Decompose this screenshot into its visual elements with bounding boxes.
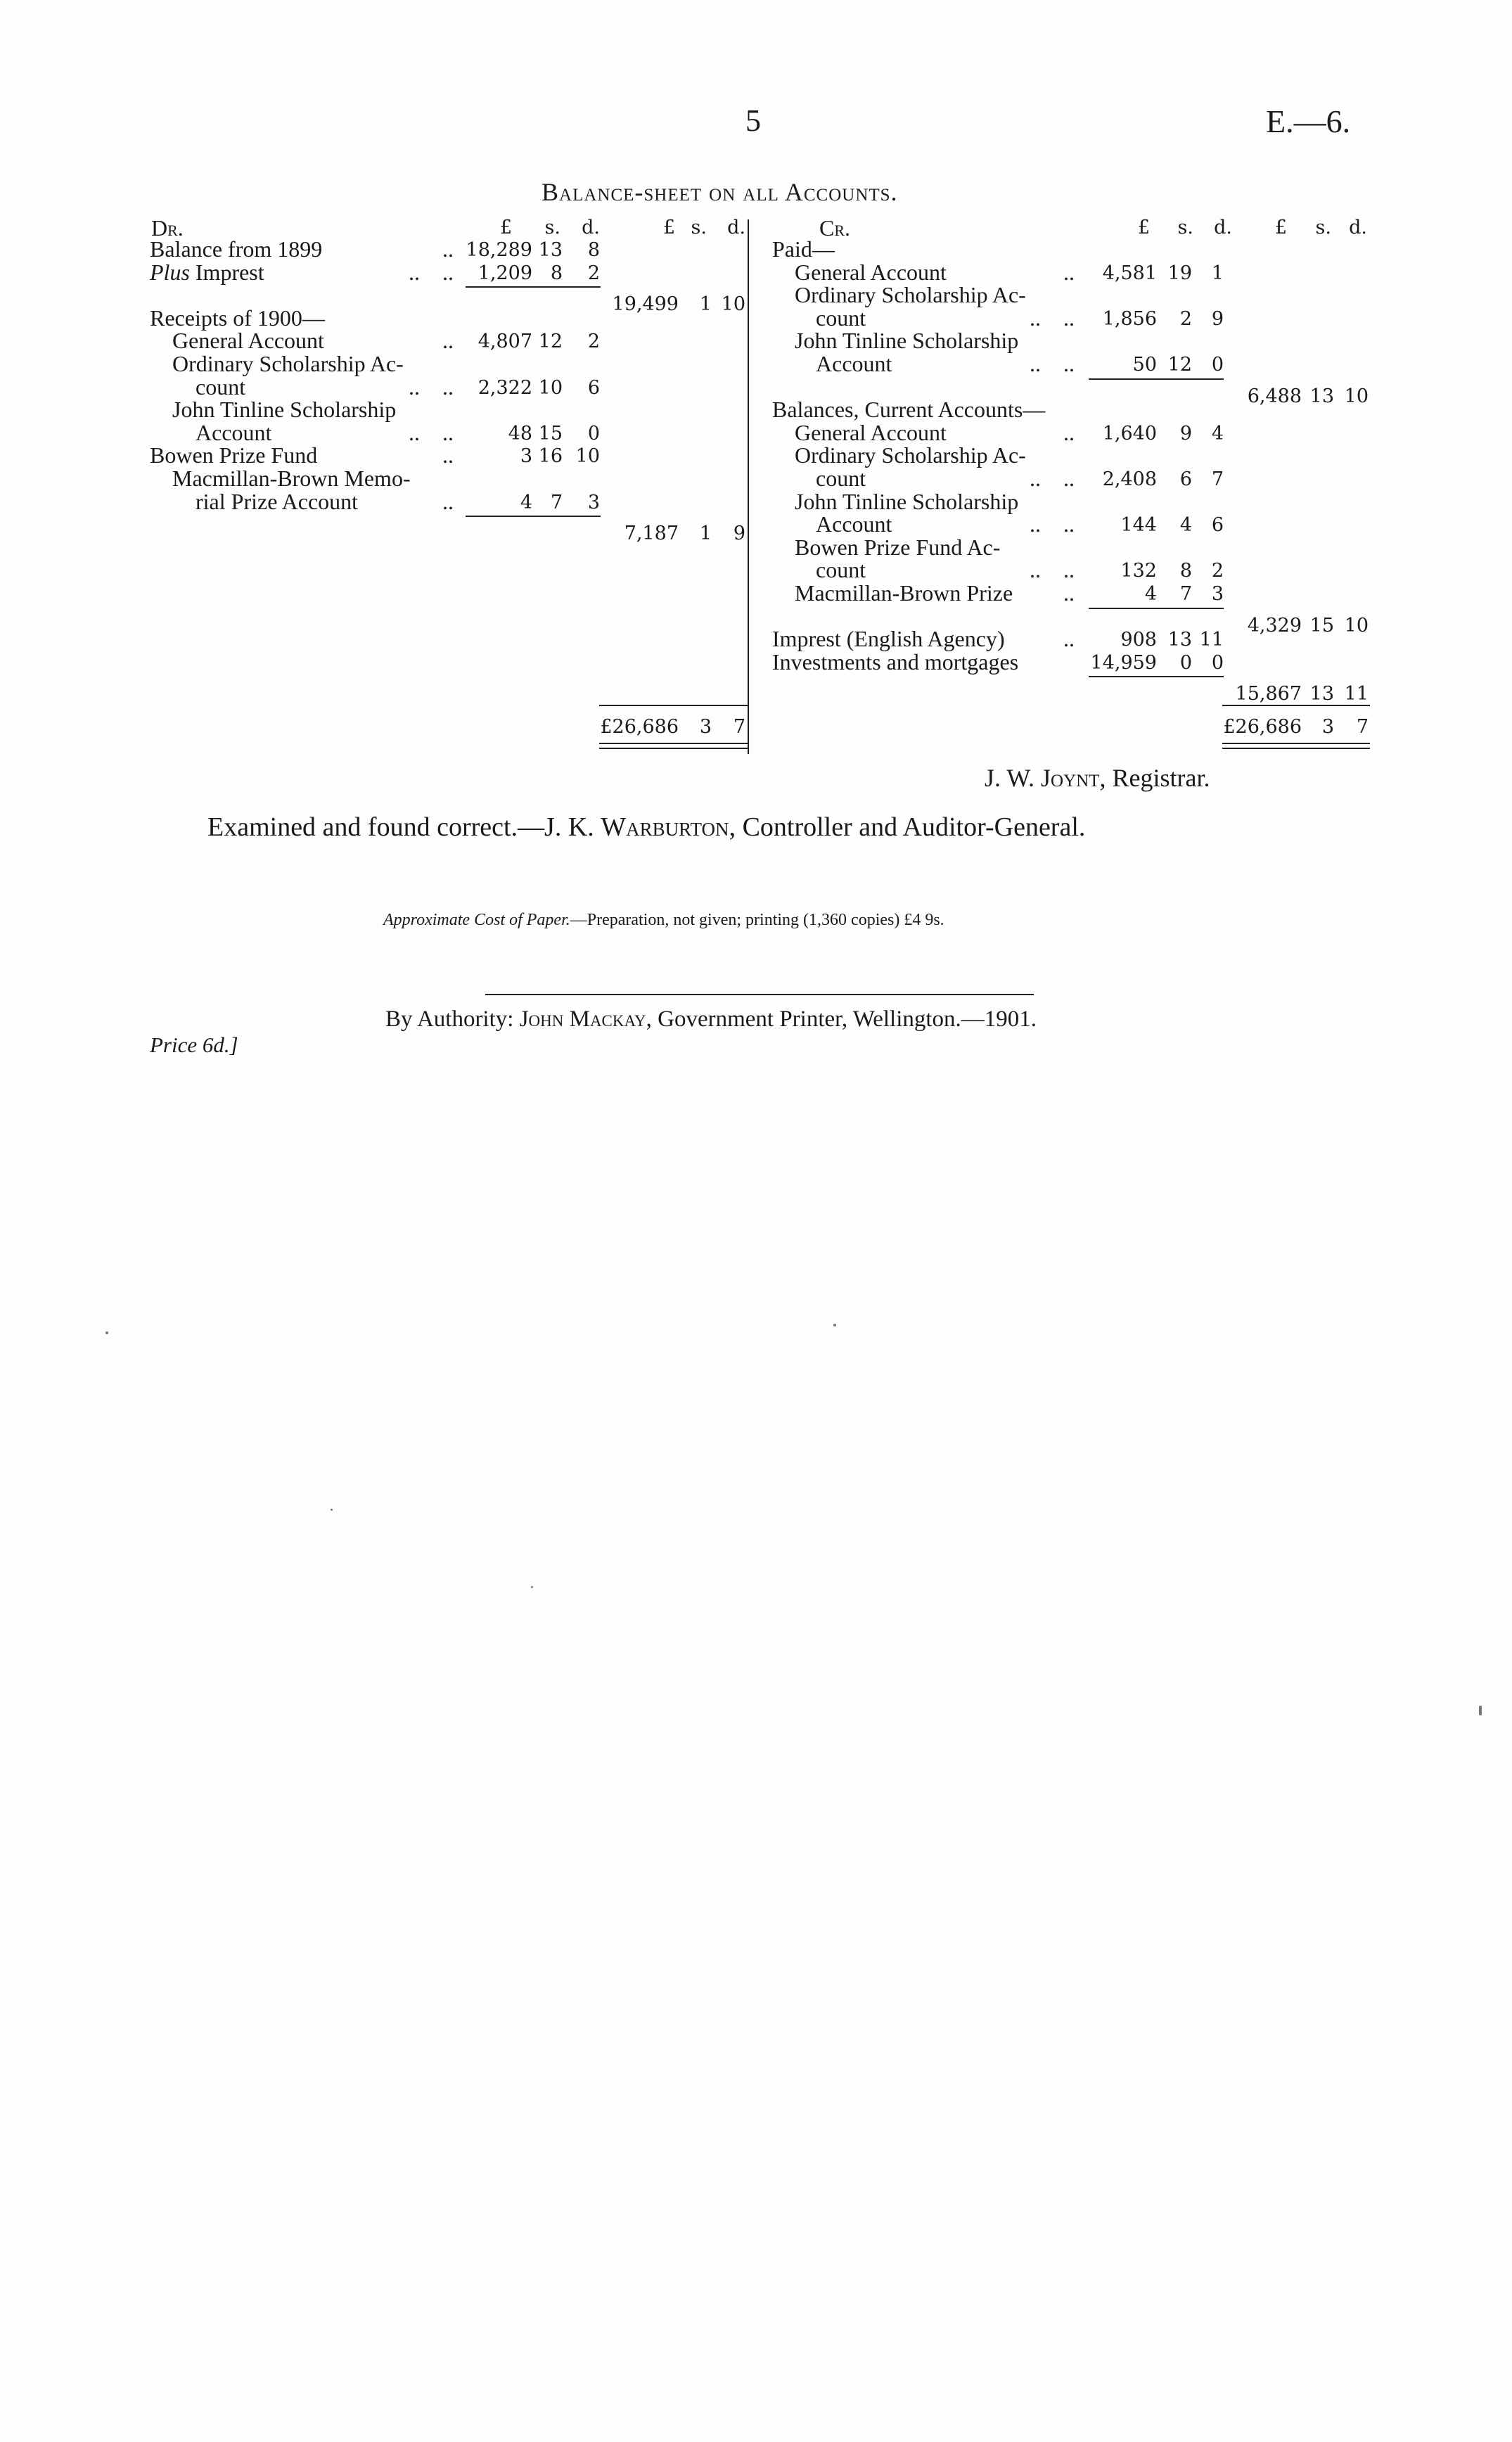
cr-line-label: count xyxy=(816,305,866,331)
scan-speck xyxy=(833,1324,836,1327)
cr-line-label: John Tinline Scholarship xyxy=(795,328,1019,354)
dr-line-label: Receipts of 1900— xyxy=(150,305,325,331)
price-note: Price 6d.] xyxy=(150,1033,238,1057)
cr-line-label: Ordinary Scholarship Ac- xyxy=(795,442,1026,468)
cr-leader-dots: .. .. xyxy=(1030,466,1075,491)
cr-amount-col2: 10 xyxy=(1344,614,1369,637)
cr-amount-col1: 4 xyxy=(1211,422,1224,445)
cr-leader-dots: .. .. xyxy=(1030,557,1075,583)
dr-line-label xyxy=(150,261,264,283)
dr-grand-total: 7 xyxy=(733,716,745,738)
cr-amount-col1: 132 xyxy=(1120,560,1157,582)
audit-suffix: , Controller and Auditor-General. xyxy=(729,812,1086,842)
cr-leader-dots: .. .. xyxy=(1030,351,1075,376)
cr-label: Cr. xyxy=(819,215,851,241)
cr-amount-col1: 908 xyxy=(1120,629,1157,651)
cr-leader-dots: .. xyxy=(1063,259,1075,285)
dr-leader-dots: .. .. xyxy=(409,373,454,399)
cr-leader-dots: .. .. xyxy=(1030,511,1075,537)
cr-currency-header: s. xyxy=(1315,217,1331,238)
cr-subtotal-rule xyxy=(1089,676,1224,677)
dr-leader-dots: .. xyxy=(442,488,454,514)
dr-leader-dots: .. xyxy=(442,328,454,354)
cr-total-rule-top xyxy=(1222,705,1370,706)
cr-leader-dots: .. xyxy=(1063,580,1075,606)
cr-line-label: Imprest (English Agency) xyxy=(772,626,1005,652)
cr-grand-total: 3 xyxy=(1321,716,1334,738)
cr-amount-col1: 9 xyxy=(1179,422,1192,445)
cr-leader-dots: .. xyxy=(1063,626,1075,652)
dr-total-rule-double-1 xyxy=(599,743,748,744)
cr-amount-col1: 7 xyxy=(1211,468,1224,490)
cr-amount-col1: 3 xyxy=(1211,583,1224,605)
dr-amount-col1: 4,807 xyxy=(478,331,532,353)
cr-grand-total: £26,686 xyxy=(1223,716,1302,738)
dr-amount-col1: 12 xyxy=(538,331,563,353)
audit-prefix: Examined and found correct.—J. K. xyxy=(207,812,601,842)
cr-line-label: count xyxy=(816,466,866,491)
cr-line-label: General Account xyxy=(795,419,947,445)
cr-line-label: Balances, Current Accounts— xyxy=(772,397,1046,423)
dr-amount-col1: 13 xyxy=(538,239,563,261)
dr-line-label-italic: Plus xyxy=(150,259,190,285)
authority-suffix: , Government Printer, Wellington.—1901. xyxy=(646,1006,1037,1032)
cr-amount-col1: 2 xyxy=(1179,307,1192,330)
dr-line-label: Macmillan-Brown Memo- xyxy=(172,466,411,491)
dr-amount-col1: 3 xyxy=(520,445,532,468)
dr-amount-col1: 1,209 xyxy=(478,262,532,284)
cr-leader-dots: .. .. xyxy=(1030,305,1075,331)
cr-amount-col2: 13 xyxy=(1309,385,1334,407)
dr-leader-dots: .. .. xyxy=(409,259,454,285)
dr-leader-dots: .. xyxy=(442,442,454,468)
cr-amount-col1: 6 xyxy=(1211,514,1224,537)
cr-amount-col1: 7 xyxy=(1179,583,1192,605)
cr-amount-col1: 11 xyxy=(1199,629,1224,651)
authority-prefix: By Authority: xyxy=(385,1006,520,1032)
cr-amount-col1: 2,408 xyxy=(1102,468,1157,490)
cost-note-label: Approximate Cost of Paper. xyxy=(383,911,570,929)
dr-line-label: General Account xyxy=(172,328,324,354)
cr-currency-header: d. xyxy=(1214,217,1232,238)
cr-currency-header: s. xyxy=(1177,217,1193,238)
dr-currency-header: s. xyxy=(544,217,560,238)
cr-amount-col1: 50 xyxy=(1132,354,1157,376)
dr-amount-col1: 10 xyxy=(575,445,600,468)
authority-rule xyxy=(485,994,1034,995)
dr-amount-col2: 7,187 xyxy=(624,523,679,545)
dr-amount-col1: 4 xyxy=(520,491,532,513)
document-code: E.—6. xyxy=(1266,103,1351,139)
cr-amount-col1: 13 xyxy=(1167,629,1192,651)
cr-line-label: Investments and mortgages xyxy=(772,648,1019,675)
registrar-signature xyxy=(985,765,1210,791)
cr-amount-col1: 12 xyxy=(1167,354,1192,376)
dr-label: Dr. xyxy=(151,215,184,241)
cr-amount-col2: 13 xyxy=(1309,683,1334,705)
dr-line-label: Ordinary Scholarship Ac- xyxy=(172,351,404,376)
scan-speck xyxy=(531,1586,533,1588)
cr-amount-col1: 8 xyxy=(1179,560,1192,582)
cr-currency-header: £ xyxy=(1274,217,1287,238)
dr-total-rule-top xyxy=(599,705,748,706)
cr-amount-col1: 0 xyxy=(1211,651,1224,674)
dr-amount-col1: 18,289 xyxy=(466,239,532,261)
cr-line-label: count xyxy=(816,557,866,583)
cr-amount-col2: 15,867 xyxy=(1235,683,1302,705)
cr-line-label: Ordinary Scholarship Ac- xyxy=(795,282,1026,308)
cr-line-label: Account xyxy=(816,351,892,376)
dr-amount-col1: 48 xyxy=(508,422,532,445)
cr-subtotal-rule xyxy=(1089,608,1224,609)
dr-amount-col1: 2 xyxy=(587,262,600,284)
dr-amount-col2: 10 xyxy=(721,293,745,316)
dr-amount-col1: 7 xyxy=(550,491,563,513)
printer-name: John Mackay xyxy=(519,1006,646,1032)
cr-amount-col1: 0 xyxy=(1179,651,1192,674)
cr-amount-col1: 4 xyxy=(1179,514,1192,537)
auditor-name: Warburton xyxy=(601,812,729,842)
audit-statement xyxy=(207,814,1085,840)
dr-line-label-rest: Imprest xyxy=(189,259,264,285)
dr-line-label: count xyxy=(196,373,246,399)
cr-amount-col1: 6 xyxy=(1179,468,1192,490)
dr-total-rule-double-2 xyxy=(599,748,748,749)
cr-amount-col1: 2 xyxy=(1211,560,1224,582)
dr-amount-col1: 8 xyxy=(587,239,600,261)
dr-line-label: Bowen Prize Fund xyxy=(150,442,318,468)
dr-currency-header: £ xyxy=(499,217,512,238)
dr-amount-col1: 6 xyxy=(587,376,600,399)
scan-speck xyxy=(331,1509,333,1511)
page-number: 5 xyxy=(745,103,761,138)
dr-leader-dots: .. .. xyxy=(409,419,454,445)
cr-amount-col2: 4,329 xyxy=(1247,614,1302,637)
registrar-name: J. W. Joynt xyxy=(985,764,1100,792)
cr-amount-col2: 10 xyxy=(1344,385,1369,407)
registrar-role: , Registrar. xyxy=(1099,764,1210,792)
cr-grand-total: 7 xyxy=(1356,716,1369,738)
dr-currency-header: £ xyxy=(662,217,675,238)
cr-currency-header: d. xyxy=(1349,217,1367,238)
cr-amount-col1: 0 xyxy=(1211,354,1224,376)
cr-leader-dots: .. xyxy=(1063,419,1075,445)
cost-note xyxy=(383,912,944,928)
cr-subtotal-rule xyxy=(1089,378,1224,380)
cr-line-label: Paid— xyxy=(772,236,835,262)
dr-leader-dots: .. xyxy=(442,236,454,262)
printer-authority xyxy=(385,1008,1037,1031)
dr-amount-col2: 9 xyxy=(733,523,745,545)
dr-amount-col2: 1 xyxy=(699,523,712,545)
dr-amount-col1: 3 xyxy=(587,491,600,513)
dr-amount-col1: 2,322 xyxy=(478,376,532,399)
dr-grand-total: £26,686 xyxy=(600,716,679,738)
dr-amount-col1: 8 xyxy=(550,262,563,284)
dr-amount-col2: 1 xyxy=(699,293,712,316)
cr-total-rule-double-2 xyxy=(1222,748,1370,749)
cr-line-label: John Tinline Scholarship xyxy=(795,488,1019,514)
cr-amount-col2: 11 xyxy=(1344,683,1369,705)
cr-amount-col1: 4 xyxy=(1144,583,1157,605)
cr-amount-col1: 9 xyxy=(1211,307,1224,330)
dr-amount-col1: 2 xyxy=(587,331,600,353)
cr-line-label: General Account xyxy=(795,259,947,285)
dr-amount-col1: 15 xyxy=(538,422,563,445)
balance-sheet-title: Balance-sheet on all Accounts. xyxy=(542,178,898,206)
cr-amount-col2: 15 xyxy=(1309,614,1334,637)
cr-amount-col1: 1,856 xyxy=(1102,307,1157,330)
cr-currency-header: £ xyxy=(1137,217,1150,238)
cr-amount-col1: 144 xyxy=(1120,514,1157,537)
dr-amount-col2: 19,499 xyxy=(612,293,679,316)
cr-amount-col1: 4,581 xyxy=(1102,262,1157,284)
dr-amount-col1: 10 xyxy=(538,376,563,399)
dr-subtotal-rule xyxy=(466,286,601,288)
cr-line-label: Bowen Prize Fund Ac- xyxy=(795,534,1001,560)
scan-speck xyxy=(1479,1706,1482,1715)
dr-amount-col1: 16 xyxy=(538,445,563,468)
cr-line-label: Macmillan-Brown Prize xyxy=(795,580,1013,606)
cr-total-rule-double-1 xyxy=(1222,743,1370,744)
dr-line-label: Balance from 1899 xyxy=(150,236,323,262)
cr-amount-col2: 6,488 xyxy=(1247,385,1302,407)
scan-speck xyxy=(105,1331,108,1334)
ledger-divider xyxy=(748,219,749,754)
dr-currency-header: d. xyxy=(727,217,745,238)
dr-subtotal-rule xyxy=(466,516,601,517)
dr-line-label: Account xyxy=(196,419,272,445)
cr-amount-col1: 1,640 xyxy=(1102,422,1157,445)
cr-amount-col1: 19 xyxy=(1167,262,1192,284)
dr-currency-header: s. xyxy=(691,217,707,238)
dr-grand-total: 3 xyxy=(699,716,712,738)
cr-amount-col1: 14,959 xyxy=(1090,651,1157,674)
dr-currency-header: d. xyxy=(582,217,600,238)
cr-line-label: Account xyxy=(816,511,892,537)
cr-amount-col1: 1 xyxy=(1211,262,1224,284)
dr-amount-col1: 0 xyxy=(587,422,600,445)
cost-note-text: —Preparation, not given; printing (1,360 copies) £4 9s. xyxy=(570,911,944,929)
dr-line-label: rial Prize Account xyxy=(196,488,359,514)
dr-line-label: John Tinline Scholarship xyxy=(172,397,397,423)
